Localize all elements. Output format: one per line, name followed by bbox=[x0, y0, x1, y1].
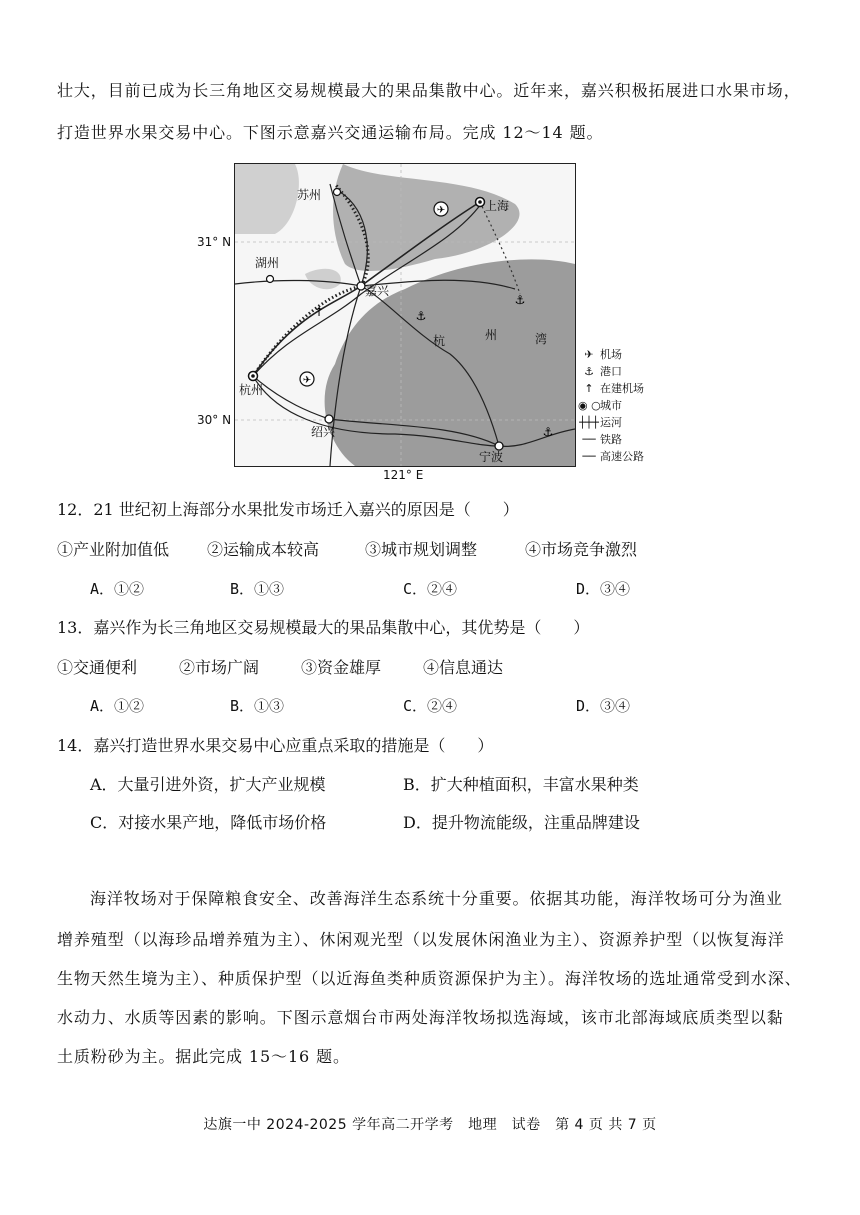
port-icon: ⚓ bbox=[584, 365, 594, 378]
port-icon-1: ⚓ bbox=[415, 309, 427, 323]
svg-text:✈: ✈ bbox=[302, 375, 312, 386]
passage2-line-1: 海洋牧场对于保障粮食安全、改善海洋生态系统十分重要。依据其功能，海洋牧场可分为渔业 bbox=[90, 889, 783, 908]
q12-item-3: ③城市规划调整 bbox=[365, 540, 478, 559]
bay-label-char-1: 杭 bbox=[433, 334, 446, 348]
question-14-stem: 14．嘉兴打造世界水果交易中心应重点采取的措施是（ ） bbox=[57, 736, 494, 755]
latitude-31-label: 31° N bbox=[197, 235, 232, 249]
intro-line-2: 打造世界水果交易中心。下图示意嘉兴交通运输布局。完成 12～14 题。 bbox=[57, 123, 604, 142]
highway-icon: ── bbox=[582, 450, 596, 463]
legend-row-highway: ── 高速公路 bbox=[578, 448, 644, 464]
jiaxing-transport-map bbox=[234, 163, 576, 467]
q12-choice-d[interactable]: D．③④ bbox=[576, 580, 631, 598]
question-12-items bbox=[57, 537, 637, 560]
railway-icon: ── bbox=[582, 433, 596, 446]
question-13-items bbox=[57, 655, 503, 678]
q12-item-2: ②运输成本较高 bbox=[207, 540, 320, 559]
q14-choice-b[interactable]: B．扩大种植面积，丰富水果种类 bbox=[403, 775, 639, 794]
question-13-stem: 13．嘉兴作为长三角地区交易规模最大的果品集散中心，其优势是（ ） bbox=[57, 618, 590, 637]
airport-icon-1 bbox=[434, 202, 448, 216]
passage2-line-4: 水动力、水质等因素的影响。下图示意烟台市两处海洋牧场拟选海域，该市北部海域底质类型以黏 bbox=[57, 1008, 784, 1027]
legend-row-airport-under-construction: ↑ 在建机场 bbox=[578, 380, 644, 396]
q13-item-1: ①交通便利 bbox=[57, 658, 138, 677]
question-12-stem: 12．21 世纪初上海部分水果批发市场迁入嘉兴的原因是（ ） bbox=[57, 500, 519, 519]
passage2-line-3: 生物天然生境为主）、种质保护型（以近海鱼类种质资源保护为主）。海洋牧场的选址通常受到水深、 bbox=[57, 969, 802, 988]
page-footer: 达旗一中 2024-2025 学年高二开学考 地理 试卷 第 4 页 共 7 页 bbox=[203, 1117, 657, 1133]
q13-item-2: ②市场广阔 bbox=[179, 658, 260, 677]
q12-choice-b[interactable]: B．①③ bbox=[230, 580, 285, 598]
city-label-ningbo: 宁波 bbox=[479, 450, 504, 464]
port-icon-2: ⚓ bbox=[514, 293, 526, 307]
legend-row-port: ⚓ 港口 bbox=[578, 363, 622, 379]
latitude-30-label: 30° N bbox=[197, 413, 232, 427]
airport-icon-2 bbox=[300, 372, 314, 386]
legend-row-airport: ✈ 机场 bbox=[578, 346, 622, 362]
svg-text:✈: ✈ bbox=[436, 205, 446, 216]
q14-choice-a[interactable]: A．大量引进外资，扩大产业规模 bbox=[90, 775, 326, 794]
q14-choice-c[interactable]: C．对接水果产地，降低市场价格 bbox=[90, 813, 327, 832]
city-label-huzhou: 湖州 bbox=[255, 256, 280, 270]
q13-choice-c[interactable]: C．②④ bbox=[403, 697, 458, 715]
canal-icon: ┼┼┼ bbox=[579, 416, 599, 429]
q13-item-3: ③资金雄厚 bbox=[301, 658, 382, 677]
q12-choice-a[interactable]: A．①② bbox=[90, 580, 145, 598]
city-label-hangzhou: 杭州 bbox=[239, 383, 264, 397]
map-drawing bbox=[235, 164, 575, 466]
q13-choice-b[interactable]: B．①③ bbox=[230, 697, 285, 715]
q13-item-4: ④信息通达 bbox=[423, 658, 504, 677]
city-label-shanghai: 上海 bbox=[485, 199, 510, 213]
q12-choice-c[interactable]: C．②④ bbox=[403, 580, 458, 598]
legend-row-railway: ── 铁路 bbox=[578, 431, 622, 447]
city-label-jiaxing: 嘉兴 bbox=[365, 284, 390, 298]
city-label-shaoxing: 绍兴 bbox=[311, 425, 336, 439]
airport-under-construction-icon: ↑ bbox=[584, 382, 594, 395]
q13-choice-d[interactable]: D．③④ bbox=[576, 697, 631, 715]
legend-row-city: ◉ ○城市 bbox=[578, 399, 622, 412]
q14-choice-d[interactable]: D．提升物流能级，注重品牌建设 bbox=[403, 813, 640, 832]
port-icon-3: ⚓ bbox=[542, 425, 554, 439]
intro-line-1: 壮大，目前已成为长三角地区交易规模最大的果品集散中心。近年来，嘉兴积极拓展进口水果市场， bbox=[57, 81, 801, 100]
bay-label-char-2: 州 bbox=[485, 328, 498, 342]
city-label-suzhou: 苏州 bbox=[297, 188, 322, 202]
airport-under-construction-icon: ↑ bbox=[313, 305, 325, 319]
airport-icon: ✈ bbox=[584, 348, 594, 361]
q12-item-4: ④市场竞争激烈 bbox=[525, 540, 638, 559]
legend-row-canal: ┼┼┼运河 bbox=[579, 416, 622, 429]
city-icon: ◉ ○ bbox=[578, 399, 601, 412]
q13-choice-a[interactable]: A．①② bbox=[90, 697, 145, 715]
passage2-line-2: 增养殖型（以海珍品增养殖为主）、休闲观光型（以发展休闲渔业为主）、资源养护型（以恢复海洋 bbox=[57, 930, 785, 949]
bay-label-char-3: 湾 bbox=[535, 332, 548, 346]
passage2-line-5: 土质粉砂为主。据此完成 15～16 题。 bbox=[57, 1047, 350, 1066]
q12-item-1: ①产业附加值低 bbox=[57, 540, 170, 559]
longitude-121-label: 121° E bbox=[383, 468, 424, 482]
